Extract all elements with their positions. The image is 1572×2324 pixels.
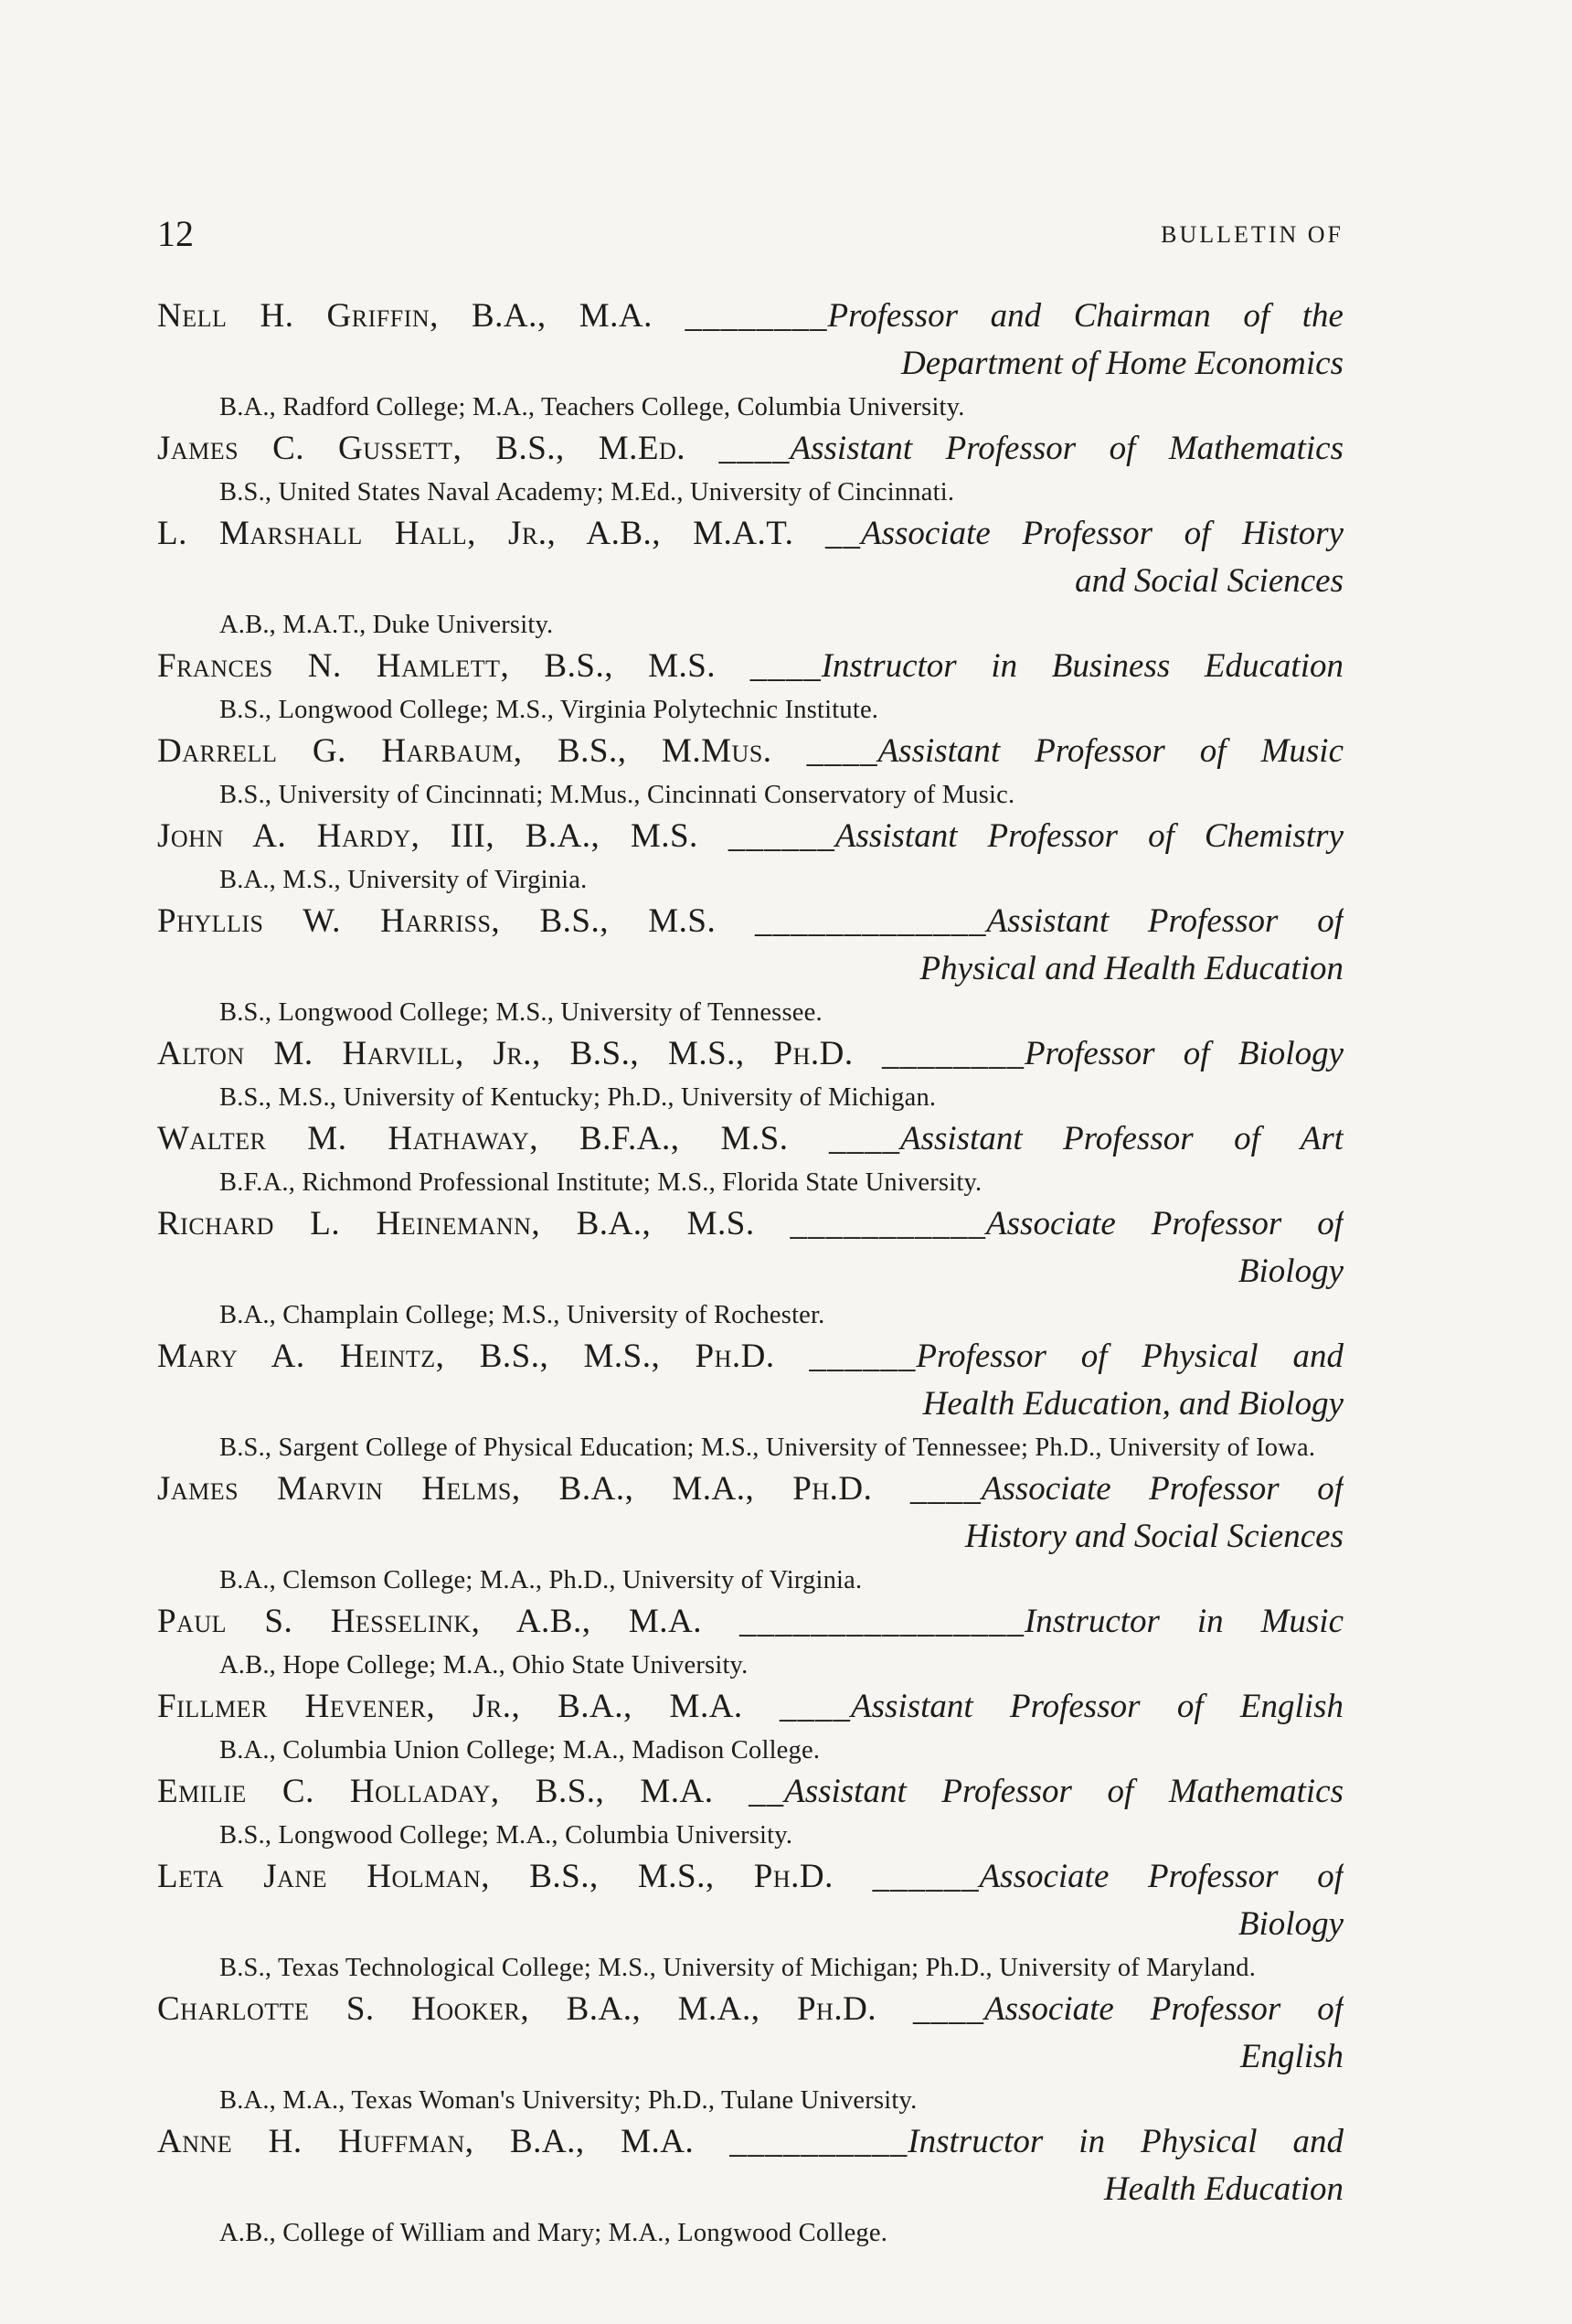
faculty-title-continued: Health Education — [1103, 2170, 1344, 2208]
faculty-education: B.S., Longwood College; M.S., University of Tennessee. — [219, 998, 823, 1027]
faculty-title: Assistant Professor of English — [851, 1688, 1344, 1725]
dot-leader: ____ — [913, 1990, 984, 2028]
faculty-name: Phyllis W. Harriss, B.S., M.S. — [157, 902, 717, 940]
faculty-entry — [157, 1200, 1344, 1330]
entry-heading — [157, 643, 1344, 690]
faculty-title: Assistant Professor of Chemistry — [834, 817, 1344, 855]
faculty-title-continued: Department of Home Economics — [901, 345, 1344, 382]
dot-leader: ______ — [809, 1338, 917, 1375]
dot-leader: ____ — [828, 1120, 900, 1157]
entry-heading — [157, 1030, 1344, 1078]
faculty-education: A.B., Hope College; M.A., Ohio State University. — [219, 1651, 749, 1679]
entry-heading — [157, 1333, 1344, 1381]
entry-heading — [157, 510, 1344, 558]
faculty-title-continued: Biology — [1237, 1253, 1344, 1290]
running-head: BULLETIN OF — [1161, 221, 1344, 248]
faculty-entry — [157, 728, 1344, 810]
faculty-name: Anne H. Huffman, B.A., M.A. — [157, 2123, 695, 2160]
entry-heading — [157, 1768, 1344, 1816]
entry-heading — [157, 898, 1344, 945]
faculty-name: Emilie C. Holladay, B.S., M.A. — [157, 1773, 714, 1810]
page-number: 12 — [157, 213, 194, 254]
faculty-name: Leta Jane Holman, B.S., M.S., Ph.D. — [157, 1858, 834, 1895]
faculty-title-continued: and Social Sciences — [1075, 562, 1344, 600]
faculty-title: Professor of Biology — [1024, 1035, 1344, 1072]
faculty-education: B.S., Sargent College of Physical Education; M.S., University of Tennessee; Ph.D., University of Iowa. — [219, 1434, 1316, 1462]
faculty-title: Associate Professor of — [986, 1205, 1344, 1242]
faculty-entry — [157, 1115, 1344, 1198]
faculty-name: Alton M. Harvill, Jr., B.S., M.S., Ph.D. — [157, 1035, 854, 1072]
dot-leader: ____ — [806, 732, 878, 770]
faculty-title: Associate Professor of History — [861, 515, 1344, 552]
faculty-title-continued: Physical and Health Education — [919, 950, 1344, 987]
dot-leader: _____________ — [755, 902, 987, 940]
dot-leader: ___________ — [790, 1205, 987, 1242]
faculty-entry — [157, 1598, 1344, 1680]
faculty-entry — [157, 813, 1344, 895]
faculty-education: B.A., Columbia Union College; M.A., Madison College. — [219, 1736, 821, 1764]
faculty-title: Assistant Professor of Music — [877, 732, 1344, 770]
faculty-title: Assistant Professor of Mathematics — [790, 430, 1344, 467]
faculty-title: Instructor in Music — [1024, 1603, 1344, 1640]
entry-heading — [157, 1683, 1344, 1731]
faculty-education: B.S., Longwood College; M.S., Virginia Polytechnic Institute. — [219, 696, 879, 724]
dot-leader: __________ — [729, 2123, 908, 2160]
dot-leader: ______ — [728, 817, 835, 855]
faculty-entry — [157, 1853, 1344, 1983]
faculty-list — [157, 293, 1344, 2251]
faculty-entry — [157, 2118, 1344, 2248]
faculty-title-continued: Health Education, and Biology — [922, 1385, 1344, 1423]
faculty-education: B.S., United States Naval Academy; M.Ed., University of Cincinnati. — [219, 478, 955, 506]
faculty-name: L. Marshall Hall, Jr., A.B., M.A.T. — [157, 515, 794, 552]
faculty-name: Frances N. Hamlett, B.S., M.S. — [157, 647, 717, 685]
faculty-title: Instructor in Physical and — [908, 2123, 1344, 2160]
faculty-title: Assistant Professor of Mathematics — [784, 1773, 1344, 1810]
faculty-entry — [157, 1683, 1344, 1765]
faculty-entry — [157, 1986, 1344, 2116]
dot-leader: ________________ — [738, 1603, 1025, 1640]
faculty-name: Paul S. Hesselink, A.B., M.A. — [157, 1603, 703, 1640]
faculty-entry — [157, 898, 1344, 1028]
faculty-education: B.S., Longwood College; M.A., Columbia University. — [219, 1821, 793, 1850]
faculty-entry — [157, 1466, 1344, 1595]
page-header — [157, 212, 1344, 256]
faculty-name: Nell H. Griffin, B.A., M.A. — [157, 297, 653, 335]
faculty-entry — [157, 1030, 1344, 1113]
entry-heading — [157, 2118, 1344, 2166]
faculty-education: B.F.A., Richmond Professional Institute; M.S., Florida State University. — [219, 1168, 982, 1197]
faculty-name: Darrell G. Harbaum, B.S., M.Mus. — [157, 732, 772, 770]
faculty-name: Walter M. Hathaway, B.F.A., M.S. — [157, 1120, 789, 1157]
entry-heading — [157, 425, 1344, 473]
faculty-education: B.S., M.S., University of Kentucky; Ph.D., University of Michigan. — [219, 1083, 937, 1112]
faculty-education: A.B., M.A.T., Duke University. — [219, 611, 554, 639]
faculty-title-continued: History and Social Sciences — [964, 1518, 1344, 1555]
entry-heading — [157, 1466, 1344, 1513]
dot-leader: __ — [825, 515, 862, 552]
entry-heading — [157, 1598, 1344, 1646]
faculty-title: Associate Professor of — [979, 1858, 1344, 1895]
faculty-education: B.A., M.S., University of Virginia. — [219, 866, 588, 894]
faculty-entry — [157, 293, 1344, 422]
faculty-name: James C. Gussett, B.S., M.Ed. — [157, 430, 686, 467]
dot-leader: ________ — [881, 1035, 1025, 1072]
faculty-title: Professor and Chairman of the — [827, 297, 1344, 335]
faculty-entry — [157, 425, 1344, 507]
entry-heading — [157, 1115, 1344, 1163]
faculty-education: B.A., Radford College; M.A., Teachers College, Columbia University. — [219, 393, 965, 421]
dot-leader: ____ — [718, 430, 791, 467]
entry-heading — [157, 1853, 1344, 1901]
dot-leader: __ — [749, 1773, 785, 1810]
faculty-title: Instructor in Business Education — [821, 647, 1344, 685]
dot-leader: ____ — [780, 1688, 851, 1725]
entry-heading — [157, 1200, 1344, 1248]
faculty-education: A.B., College of William and Mary; M.A., Longwood College. — [219, 2219, 888, 2247]
faculty-name: John A. Hardy, III, B.A., M.S. — [157, 817, 698, 855]
faculty-name: Fillmer Hevener, Jr., B.A., M.A. — [157, 1688, 743, 1725]
entry-heading — [157, 293, 1344, 340]
dot-leader: ________ — [685, 297, 828, 335]
faculty-name: James Marvin Helms, B.A., M.A., Ph.D. — [157, 1470, 873, 1508]
faculty-title-continued: English — [1239, 2038, 1344, 2075]
faculty-title: Assistant Professor of — [986, 902, 1344, 940]
dot-leader: ____ — [749, 647, 822, 685]
dot-leader: ____ — [909, 1470, 982, 1508]
faculty-title: Assistant Professor of Art — [899, 1120, 1344, 1157]
faculty-entry — [157, 643, 1344, 725]
faculty-title: Associate Professor of — [981, 1470, 1344, 1508]
faculty-education: B.A., M.A., Texas Woman's University; Ph.D., Tulane University. — [219, 2086, 918, 2115]
faculty-name: Richard L. Heinemann, B.A., M.S. — [157, 1205, 755, 1242]
faculty-entry — [157, 1768, 1344, 1850]
dot-leader: ______ — [872, 1858, 980, 1895]
entry-heading — [157, 728, 1344, 775]
faculty-name: Charlotte S. Hooker, B.A., M.A., Ph.D. — [157, 1990, 877, 2028]
faculty-education: B.A., Clemson College; M.A., Ph.D., University of Virginia. — [219, 1566, 863, 1594]
faculty-title: Professor of Physical and — [916, 1338, 1344, 1375]
faculty-entry — [157, 1333, 1344, 1463]
faculty-title-continued: Biology — [1237, 1905, 1344, 1943]
faculty-title: Associate Professor of — [984, 1990, 1344, 2028]
faculty-education: B.A., Champlain College; M.S., University of Rochester. — [219, 1301, 825, 1329]
faculty-name: Mary A. Heintz, B.S., M.S., Ph.D. — [157, 1338, 775, 1375]
entry-heading — [157, 1986, 1344, 2033]
faculty-education: B.S., University of Cincinnati; M.Mus., Cincinnati Conservatory of Music. — [219, 781, 1015, 809]
faculty-entry — [157, 510, 1344, 640]
faculty-education: B.S., Texas Technological College; M.S., University of Michigan; Ph.D., University of Maryland. — [219, 1954, 1257, 1982]
entry-heading — [157, 813, 1344, 860]
